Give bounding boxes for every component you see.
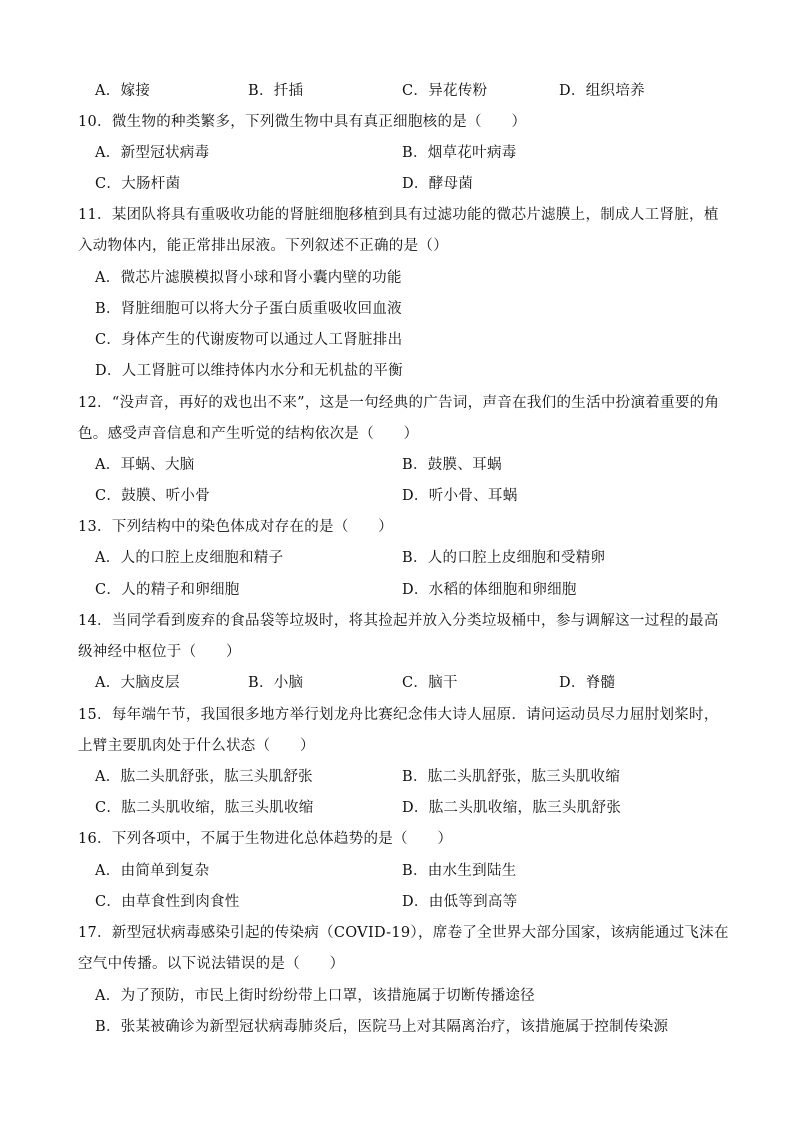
q11-option-d: D．人工肾脏可以维持体内水分和无机盐的平衡	[95, 363, 403, 379]
q16-stem: 16．下列各项中，不属于生物进化总体趋势的是（ ）	[78, 831, 453, 847]
q10-option-d: D．酵母菌	[402, 176, 474, 192]
q13-option-b: B．人的口腔上皮细胞和受精卵	[402, 550, 606, 566]
q12-option-a: A．耳蜗、大脑	[95, 457, 195, 473]
q15-stem-line1: 15．每年端午节，我国很多地方举行划龙舟比赛纪念伟大诗人屈原．请问运动员尽力屈肘划桨时，	[78, 707, 719, 723]
q12-stem-line2: 色。感受声音信息和产生听觉的结构依次是（ ）	[78, 426, 419, 442]
q16-option-a: A．由简单到复杂	[95, 863, 210, 879]
q17-stem-line1: 17．新型冠状病毒感染引起的传染病（COVID-19），席卷了全世界大部分国家，该病能通过飞沫在	[78, 925, 729, 941]
q13-option-d: D．水稻的体细胞和卵细胞	[402, 582, 577, 598]
q9-option-c: C．异花传粉	[402, 83, 488, 99]
q10-option-b: B．烟草花叶病毒	[402, 145, 517, 161]
q14-stem-line1: 14．当同学看到废弃的食品袋等垃圾时，将其捡起并放入分类垃圾桶中，参与调解这一过程的最高	[78, 613, 719, 629]
q10-option-a: A．新型冠状病毒	[95, 145, 210, 161]
q12-option-c: C．鼓膜、听小骨	[95, 488, 210, 504]
q11-stem-line2: 入动物体内，能正常排出尿液。下列叙述不正确的是（）	[78, 238, 448, 254]
q13-option-a: A．人的口腔上皮细胞和精子	[95, 550, 284, 566]
q14-option-b: B．小脑	[248, 675, 304, 691]
q16-option-b: B．由水生到陆生	[402, 863, 517, 879]
q10-stem: 10．微生物的种类繁多，下列微生物中具有真正细胞核的是（ ）	[78, 114, 527, 130]
q12-stem-line1: 12．“没声音，再好的戏也出不来”，这是一句经典的广告词，声音在我们的生活中扮演着重要的角	[78, 395, 720, 411]
q17-option-b: B．张某被确诊为新型冠状病毒肺炎后，医院马上对其隔离治疗，该措施属于控制传染源	[95, 1019, 669, 1035]
q15-option-a: A．肱二头肌舒张，肱三头肌舒张	[95, 769, 313, 785]
q11-option-c: C．身体产生的代谢废物可以通过人工肾脏排出	[95, 332, 403, 348]
q11-stem-line1: 11．某团队将具有重吸收功能的肾脏细胞移植到具有过滤功能的微芯片滤膜上，制成人工肾脏，植	[78, 207, 719, 223]
q15-option-b: B．肱二头肌舒张，肱三头肌收缩	[402, 769, 621, 785]
q15-option-c: C．肱二头肌收缩，肱三头肌收缩	[95, 800, 314, 816]
q17-stem-line2: 空气中传播。以下说法错误的是（ ）	[78, 956, 345, 972]
q17-option-a: A．为了预防，市民上街时纷纷带上口罩，该措施属于切断传播途径	[95, 988, 535, 1004]
q16-option-d: D．由低等到高等	[402, 894, 518, 910]
q14-option-d: D．脊髓	[559, 675, 616, 691]
q13-option-c: C．人的精子和卵细胞	[95, 582, 240, 598]
q12-option-d: D．听小骨、耳蜗	[402, 488, 518, 504]
q15-stem-line2: 上臂主要肌肉处于什么状态（ ）	[78, 738, 315, 754]
q13-stem: 13．下列结构中的染色体成对存在的是（ ）	[78, 519, 394, 535]
q11-option-a: A．微芯片滤膜模拟肾小球和肾小囊内壁的功能	[95, 270, 402, 286]
q14-option-c: C．脑干	[402, 675, 458, 691]
q16-option-c: C．由草食性到肉食性	[95, 894, 240, 910]
q9-option-b: B．扦插	[248, 83, 304, 99]
q14-option-a: A．大脑皮层	[95, 675, 180, 691]
q14-stem-line2: 级神经中枢位于（ ）	[78, 644, 241, 660]
q9-option-d: D．组织培养	[559, 83, 645, 99]
q9-option-a: A．嫁接	[95, 83, 151, 99]
q11-option-b: B．肾脏细胞可以将大分子蛋白质重吸收回血液	[95, 301, 402, 317]
q15-option-d: D．肱二头肌收缩，肱三头肌舒张	[402, 800, 622, 816]
q12-option-b: B．鼓膜、耳蜗	[402, 457, 502, 473]
q10-option-c: C．大肠杆菌	[95, 176, 181, 192]
